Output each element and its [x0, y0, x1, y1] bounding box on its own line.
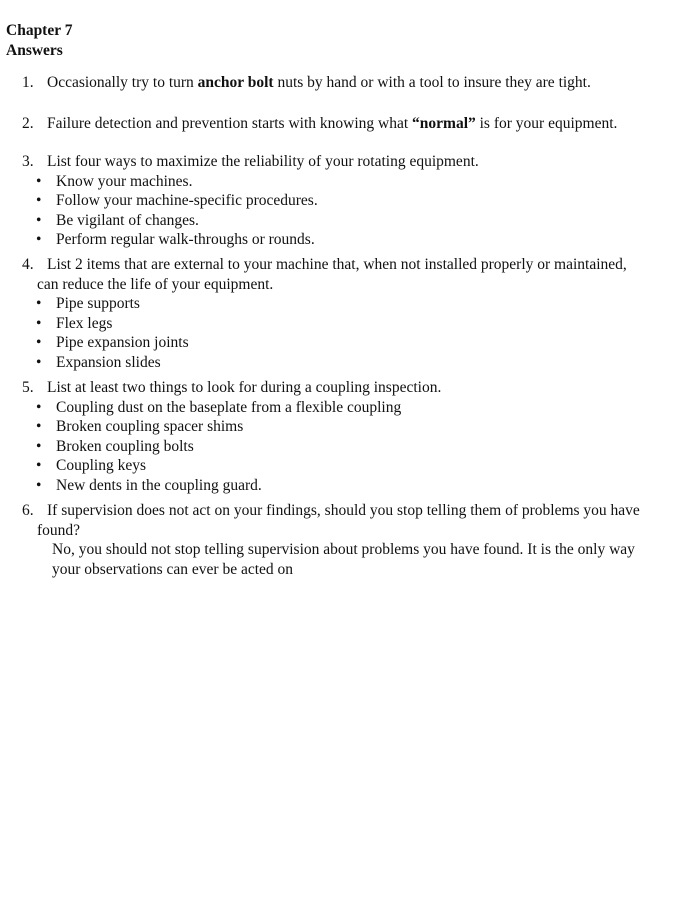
- question-text-start: Failure detection and prevention starts with knowing what: [47, 115, 413, 132]
- list-item: [22, 211, 690, 231]
- list-item-text: Broken coupling spacer shims: [56, 418, 244, 436]
- list-item: [22, 333, 690, 353]
- question-text: List four ways to maximize the reliability of your rotating equipment.: [47, 153, 479, 170]
- question-number: 2.: [22, 115, 34, 132]
- list-item-text: New dents in the coupling guard.: [56, 476, 262, 494]
- list-item: [22, 230, 690, 250]
- answers-title: Answers: [6, 42, 63, 59]
- bullet-icon: •: [36, 418, 42, 436]
- list-item: [22, 398, 690, 418]
- bullet-icon: •: [36, 172, 42, 190]
- question-number: 6.: [22, 502, 34, 519]
- list-item-text: Expansion slides: [56, 353, 161, 371]
- list-item: [22, 191, 690, 211]
- bullet-list: [0, 398, 690, 496]
- chapter-title: Chapter 7: [6, 22, 73, 39]
- bullet-icon: •: [36, 314, 42, 332]
- list-item-text: Coupling dust on the baseplate from a flexible coupling: [56, 398, 402, 416]
- question-emphasis: “normal”: [412, 115, 476, 132]
- list-item: [22, 294, 690, 314]
- answer-text: No, you should not stop telling supervision about problems you have found. It is the only way: [52, 541, 635, 559]
- list-item-text: Coupling keys: [56, 457, 146, 475]
- bullet-icon: •: [36, 437, 42, 455]
- bullet-icon: •: [36, 295, 42, 313]
- question-1: [22, 73, 690, 93]
- list-item-text: Flex legs: [56, 314, 113, 332]
- question-text-start: Occasionally try to turn: [47, 74, 198, 91]
- list-item-text: Broken coupling bolts: [56, 437, 194, 455]
- answer-text-continued: your observations can ever be acted on: [52, 560, 294, 578]
- question-3: [22, 152, 690, 250]
- question-number: 3.: [22, 153, 34, 170]
- bullet-icon: •: [36, 457, 42, 475]
- list-item: [22, 456, 690, 476]
- question-5: [22, 378, 690, 496]
- question-text: List at least two things to look for during a coupling inspection.: [47, 379, 442, 396]
- list-item: [22, 172, 690, 192]
- chapter-heading: [6, 21, 72, 61]
- list-item-text: Be vigilant of changes.: [56, 211, 199, 229]
- question-2: [22, 114, 690, 134]
- list-item-text: Perform regular walk-throughs or rounds.: [56, 231, 315, 249]
- list-item-text: Pipe expansion joints: [56, 334, 189, 352]
- bullet-list: [0, 172, 690, 250]
- bullet-icon: •: [36, 211, 42, 229]
- question-emphasis: anchor bolt: [197, 74, 274, 91]
- bullet-icon: •: [36, 231, 42, 249]
- question-number: 5.: [22, 379, 34, 396]
- bullet-icon: •: [36, 334, 42, 352]
- bullet-icon: •: [36, 192, 42, 210]
- bullet-list: [0, 294, 690, 372]
- question-text-end: nuts by hand or with a tool to insure they are tight.: [273, 74, 591, 91]
- list-item-text: Follow your machine-specific procedures.: [56, 192, 318, 210]
- list-item: [22, 314, 690, 334]
- question-text: If supervision does not act on your findings, should you stop telling them of problems you have: [47, 502, 640, 519]
- question-text-continued: can reduce the life of your equipment.: [37, 275, 274, 293]
- question-number: 1.: [22, 74, 34, 91]
- question-6: [22, 501, 690, 579]
- list-item: [22, 437, 690, 457]
- question-text-continued: found?: [37, 521, 81, 539]
- bullet-icon: •: [36, 398, 42, 416]
- question-number: 4.: [22, 256, 34, 273]
- question-text-end: is for your equipment.: [475, 115, 618, 132]
- list-item: [22, 476, 690, 496]
- bullet-icon: •: [36, 476, 42, 494]
- list-item: [22, 353, 690, 373]
- question-text: List 2 items that are external to your machine that, when not installed properly or maintained,: [47, 256, 627, 273]
- bullet-icon: •: [36, 353, 42, 371]
- question-4: [22, 255, 690, 373]
- list-item-text: Know your machines.: [56, 172, 193, 190]
- list-item: [22, 417, 690, 437]
- list-item-text: Pipe supports: [56, 295, 140, 313]
